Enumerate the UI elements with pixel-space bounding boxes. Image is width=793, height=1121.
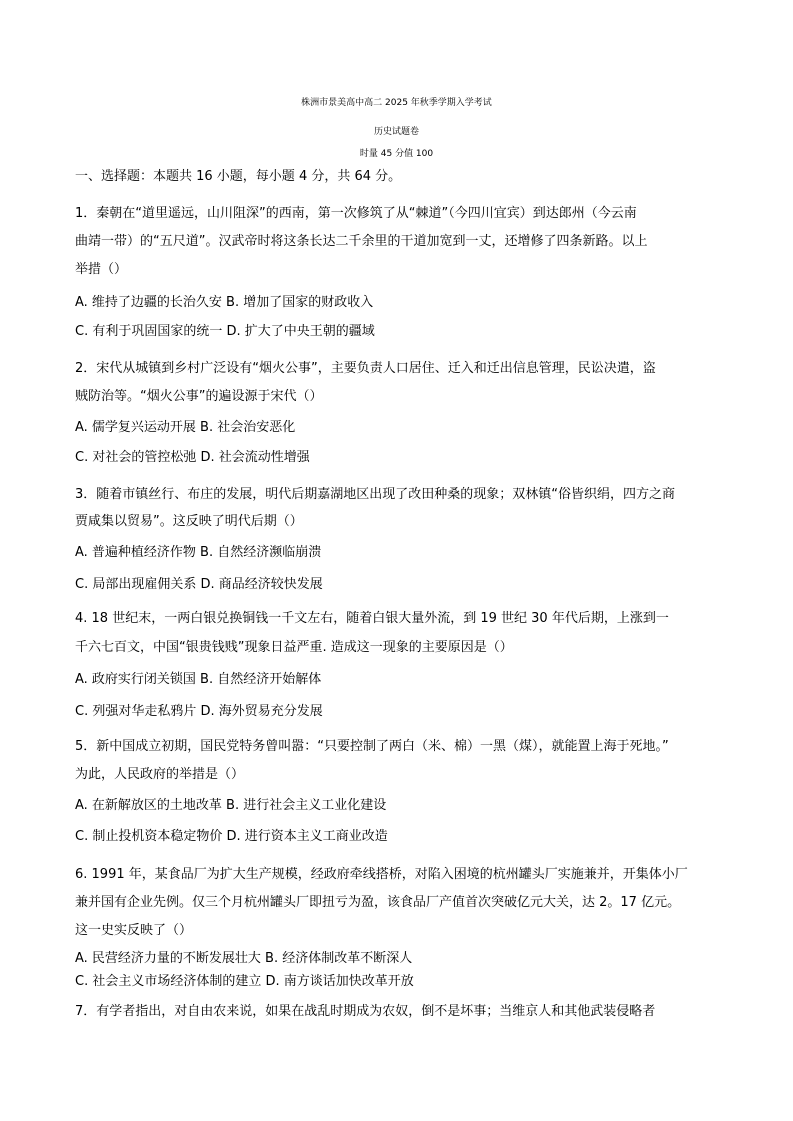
question-4-options-ab: A. 政府实行闭关锁国 B. 自然经济开始解体	[75, 672, 322, 687]
question-5-options-ab: A. 在新解放区的土地改革 B. 进行社会主义工业化建设	[75, 798, 387, 813]
question-6-stem-line-2: 兼并国有企业先例。仅三个月杭州罐头厂即扭亏为盈，该食品厂产值首次突破亿元大关，达 2。17 亿元。	[75, 895, 681, 910]
question-5-stem-line-2: 为此，人民政府的举措是（）	[75, 767, 245, 782]
question-1-stem-line-3: 举措（）	[75, 262, 128, 277]
question-1-stem-line-2: 曲靖一带）的“五尺道”。汉武帝时将这条长达二千余里的干道加宽到一丈，还增修了四条新路。以上	[75, 234, 648, 249]
question-2-stem-line-1: 2．宋代从城镇到乡村广泛设有“烟火公事”，主要负责人口居住、迁入和迁出信息管理，民讼决遣，盗	[75, 361, 656, 376]
question-1-options-ab: A. 维持了边疆的长治久安 B. 增加了国家的财政收入	[75, 295, 374, 310]
question-2-options-cd: C. 对社会的管控松弛 D. 社会流动性增强	[75, 450, 310, 465]
question-3-options-cd: C. 局部出现雇佣关系 D. 商品经济较快发展	[75, 577, 323, 592]
question-6-options-cd: C. 社会主义市场经济体制的建立 D. 南方谈话加快改革开放	[75, 974, 414, 989]
exam-subtitle: 历史试题卷	[373, 127, 419, 137]
question-1-stem-line-1: 1．秦朝在“道里遥远，山川阻深”的西南，第一次修筑了从“棘道”（今四川宜宾）到达郎州（今云南	[75, 206, 637, 221]
question-4-stem-line-1: 4. 18 世纪末，一两白银兑换铜钱一千文左右，随着白银大量外流，到 19 世纪 30 年代后期，上涨到一	[75, 611, 669, 626]
section-heading: 一、选择题：本题共 16 小题，每小题 4 分，共 64 分。	[75, 169, 402, 184]
question-3-options-ab: A. 普遍种植经济作物 B. 自然经济濒临崩溃	[75, 545, 322, 560]
question-2-options-ab: A. 儒学复兴运动开展 B. 社会治安恶化	[75, 420, 296, 435]
question-6-options-ab: A. 民营经济力量的不断发展壮大 B. 经济体制改革不断深人	[75, 951, 413, 966]
exam-meta: 时量 45 分值 100	[359, 149, 434, 159]
question-5-stem-line-1: 5．新中国成立初期，国民党特务曾叫嚣：“只要控制了两白（米、棉）一黑（煤），就能置上海于死地。”	[75, 739, 669, 754]
question-5-options-cd: C. 制止投机资本稳定物价 D. 进行资本主义工商业改造	[75, 829, 388, 844]
question-7-stem-line-1: 7．有学者指出，对自由农来说，如果在战乱时期成为农奴，倒不是坏事；当维京人和其他武装侵略者	[75, 1004, 656, 1019]
exam-title: 株洲市景美高中高二 2025 年秋季学期入学考试	[301, 98, 492, 108]
question-4-options-cd: C. 列强对华走私鸦片 D. 海外贸易充分发展	[75, 704, 323, 719]
question-6-stem-line-1: 6. 1991 年，某食品厂为扩大生产规模，经政府牵线搭桥，对陷入困境的杭州罐头厂实施兼并，开集体小厂	[75, 867, 688, 882]
question-3-stem-line-2: 贾咸集以贸易”。这反映了明代后期（）	[75, 514, 303, 529]
question-1-options-cd: C. 有利于巩固国家的统一 D. 扩大了中央王朝的疆域	[75, 324, 375, 339]
question-6-stem-line-3: 这一史实反映了（）	[75, 923, 193, 938]
question-3-stem-line-1: 3．随着市镇丝行、布庄的发展，明代后期嘉湖地区出现了改田种桑的现象；双林镇“俗皆织绢，四方之商	[75, 487, 676, 502]
question-4-stem-line-2: 千六七百文，中国“银贵钱贱”现象日益严重. 造成这一现象的主要原因是（）	[75, 640, 513, 655]
question-2-stem-line-2: 贼防治等。“烟火公事”的遍设源于宋代（）	[75, 389, 323, 404]
